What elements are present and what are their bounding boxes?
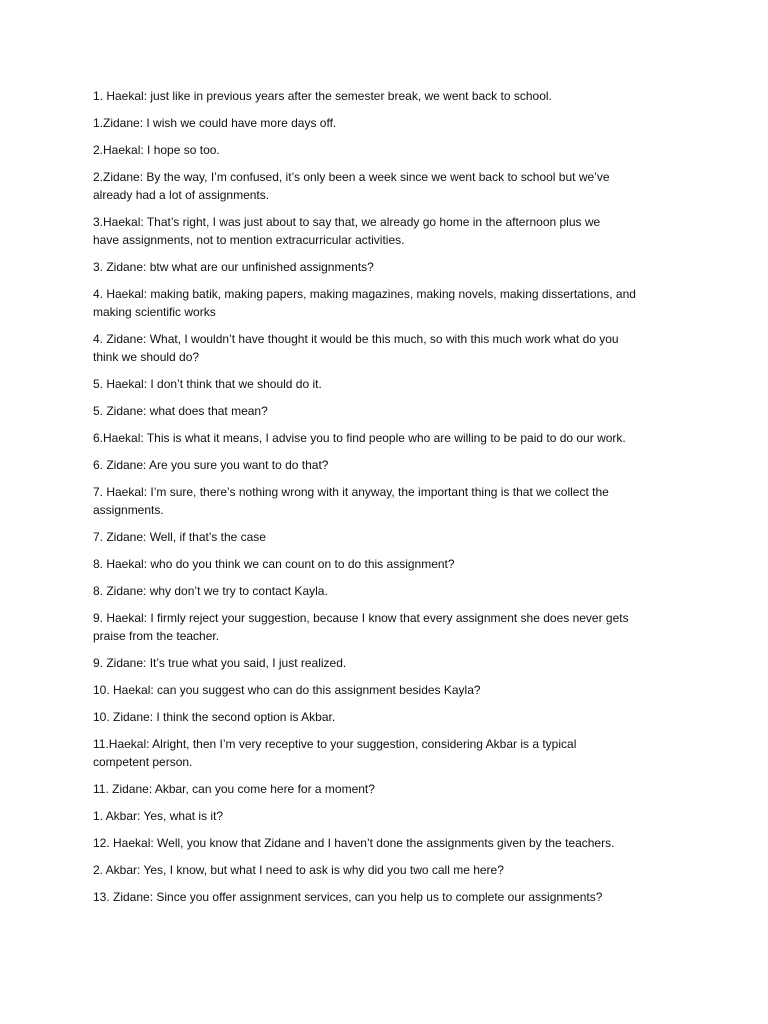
dialogue-paragraph bbox=[93, 654, 636, 672]
dialogue-line: praise from the teacher. bbox=[93, 629, 220, 643]
dialogue-paragraph bbox=[93, 555, 636, 573]
dialogue-paragraph bbox=[93, 735, 636, 771]
dialogue-line: 8. Haekal: who do you think we can count on to do this assignment? bbox=[93, 557, 455, 571]
dialogue-line: 11.Haekal: Alright, then I’m very receptive to your suggestion, considering Akbar is a typical bbox=[93, 737, 577, 751]
dialogue-paragraph bbox=[93, 708, 636, 726]
dialogue-line: 2.Haekal: I hope so too. bbox=[93, 143, 220, 157]
document-page bbox=[93, 87, 636, 915]
dialogue-paragraph bbox=[93, 429, 636, 447]
dialogue-line: making scientific works bbox=[93, 305, 216, 319]
dialogue-paragraph bbox=[93, 807, 636, 825]
dialogue-line: assignments. bbox=[93, 503, 164, 517]
dialogue-paragraph bbox=[93, 528, 636, 546]
dialogue-line: 6. Zidane: Are you sure you want to do that? bbox=[93, 458, 329, 472]
dialogue-line: 7. Haekal: I’m sure, there’s nothing wrong with it anyway, the important thing is that we collect the bbox=[93, 485, 609, 499]
dialogue-paragraph bbox=[93, 375, 636, 393]
dialogue-paragraph bbox=[93, 780, 636, 798]
dialogue-line: 1. Akbar: Yes, what is it? bbox=[93, 809, 224, 823]
dialogue-paragraph bbox=[93, 141, 636, 159]
dialogue-line: 8. Zidane: why don’t we try to contact Kayla. bbox=[93, 584, 328, 598]
dialogue-line: 9. Zidane: It’s true what you said, I just realized. bbox=[93, 656, 347, 670]
dialogue-paragraph bbox=[93, 681, 636, 699]
dialogue-paragraph bbox=[93, 582, 636, 600]
dialogue-line: 3. Zidane: btw what are our unfinished assignments? bbox=[93, 260, 374, 274]
dialogue-line: 10. Zidane: I think the second option is Akbar. bbox=[93, 710, 336, 724]
dialogue-line: 2.Zidane: By the way, I’m confused, it’s only been a week since we went back to school but we’ve bbox=[93, 170, 610, 184]
dialogue-paragraph bbox=[93, 402, 636, 420]
dialogue-line: 7. Zidane: Well, if that’s the case bbox=[93, 530, 266, 544]
dialogue-line: 11. Zidane: Akbar, can you come here for a moment? bbox=[93, 782, 375, 796]
dialogue-line: 2. Akbar: Yes, I know, but what I need to ask is why did you two call me here? bbox=[93, 863, 504, 877]
dialogue-line: 4. Haekal: making batik, making papers, making magazines, making novels, making dissertations, and bbox=[93, 287, 636, 301]
dialogue-line: 10. Haekal: can you suggest who can do this assignment besides Kayla? bbox=[93, 683, 481, 697]
dialogue-line: 1. Haekal: just like in previous years after the semester break, we went back to school. bbox=[93, 89, 552, 103]
dialogue-line: 9. Haekal: I firmly reject your suggestion, because I know that every assignment she does never gets bbox=[93, 611, 629, 625]
dialogue-paragraph bbox=[93, 609, 636, 645]
dialogue-paragraph bbox=[93, 258, 636, 276]
dialogue-paragraph bbox=[93, 888, 636, 906]
dialogue-line: competent person. bbox=[93, 755, 193, 769]
dialogue-paragraph bbox=[93, 168, 636, 204]
dialogue-paragraph bbox=[93, 456, 636, 474]
dialogue-paragraph bbox=[93, 861, 636, 879]
dialogue-line: already had a lot of assignments. bbox=[93, 188, 270, 202]
dialogue-line: think we should do? bbox=[93, 350, 200, 364]
dialogue-line: have assignments, not to mention extracurricular activities. bbox=[93, 233, 405, 247]
dialogue-line: 1.Zidane: I wish we could have more days off. bbox=[93, 116, 337, 130]
dialogue-paragraph bbox=[93, 834, 636, 852]
dialogue-line: 5. Haekal: I don’t think that we should do it. bbox=[93, 377, 322, 391]
dialogue-paragraph bbox=[93, 330, 636, 366]
dialogue-line: 3.Haekal: That’s right, I was just about to say that, we already go home in the afternoon plus we bbox=[93, 215, 601, 229]
dialogue-line: 13. Zidane: Since you offer assignment services, can you help us to complete our assignments? bbox=[93, 890, 603, 904]
dialogue-paragraph bbox=[93, 285, 636, 321]
dialogue-line: 4. Zidane: What, I wouldn’t have thought it would be this much, so with this much work what do you bbox=[93, 332, 619, 346]
dialogue-paragraph bbox=[93, 114, 636, 132]
dialogue-line: 6.Haekal: This is what it means, I advise you to find people who are willing to be paid to do our work. bbox=[93, 431, 626, 445]
dialogue-paragraph bbox=[93, 483, 636, 519]
dialogue-line: 12. Haekal: Well, you know that Zidane and I haven’t done the assignments given by the teachers. bbox=[93, 836, 615, 850]
dialogue-paragraph bbox=[93, 87, 636, 105]
dialogue-line: 5. Zidane: what does that mean? bbox=[93, 404, 268, 418]
dialogue-paragraph bbox=[93, 213, 636, 249]
